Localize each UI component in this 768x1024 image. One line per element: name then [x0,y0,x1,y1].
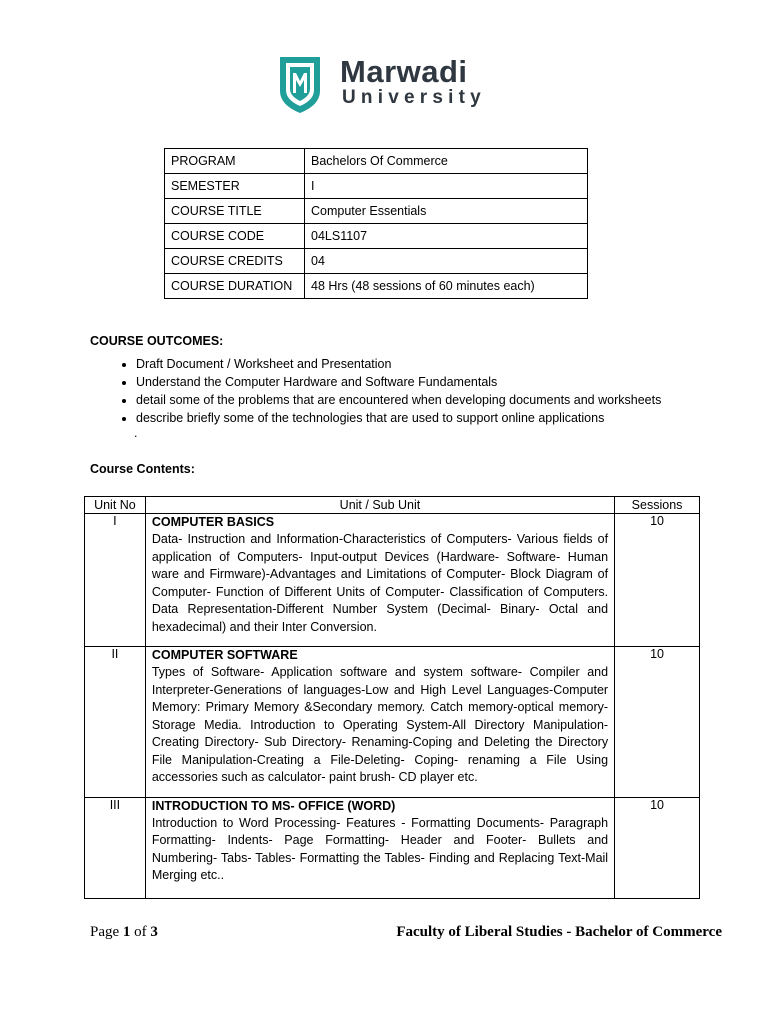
page-indicator [90,924,158,941]
info-key: COURSE DURATION [165,274,305,299]
page-label: Page [90,924,120,940]
info-value: Computer Essentials [305,199,588,224]
header-unit-no: Unit No [85,497,146,514]
unit-body [145,514,614,647]
table-row [85,647,700,798]
page-of-label: of [134,924,147,940]
unit-title: COMPUTER SOFTWARE [151,648,298,662]
info-row [165,224,588,249]
unit-sessions: 10 [615,514,700,647]
header-sessions: Sessions [615,497,700,514]
info-row [165,274,588,299]
unit-title: INTRODUCTION TO MS- OFFICE (WORD) [151,798,396,813]
info-key: COURSE CODE [165,224,305,249]
unit-body [145,797,614,898]
unit-sessions: 10 [615,647,700,798]
info-key: SEMESTER [165,174,305,199]
shield-emblem-icon [276,53,324,115]
header-unit: Unit / Sub Unit [145,497,614,514]
unit-title: COMPUTER BASICS [151,515,275,529]
info-value: I [305,174,588,199]
outcomes-heading: COURSE OUTCOMES: [90,334,224,348]
logo-name: Marwadi [340,54,468,89]
info-key: PROGRAM [165,149,305,174]
course-contents-table [84,496,700,899]
outcome-item: • Draft Document / Worksheet and Presentation [136,355,736,373]
contents-heading: Course Contents: [90,462,195,476]
table-row [85,514,700,647]
unit-number: III [85,797,146,898]
unit-description: Types of Software- Application software and system software- Compiler and Interpreter-Generations of languages-Low and High Level Languages-Computer Memory: Primary Memory &Secondary memory. Catch memory-optical memory-Storage Media. Introduction to Operating System-All Directory Manipulation-Creating Directory- Sub Directory- Renaming-Coping and Deleting the Directory File Manipulation-Creating a File-Deleting- Coping- renaming a File Using accessories such as calculator- paint brush- CD player etc. [151,665,609,784]
outcomes-trailing-dot: . [134,426,138,440]
logo-subtitle: University [342,87,486,108]
outcome-item: • describe briefly some of the technologies that are used to support online applications [136,409,736,427]
info-row [165,199,588,224]
unit-description: Data- Instruction and Information-Characteristics of Computers- Various fields of application of Computers- Input-output Devices (Hardware- Software- Human ware and Firmware)-Advantages and Limitations of Computer- Block Diagram of Computer- Function of Different Units of Computer- Classification of Computers. Data Representation-Different Number System (Decimal- Binary- Octal and hexadecimal) and their Inter Conversion. [151,532,609,634]
unit-number: I [85,514,146,647]
outcomes-list [114,355,736,427]
page-number: 1 [122,924,131,940]
course-info-table [164,148,588,299]
outcome-item: • Understand the Computer Hardware and Software Fundamentals [136,373,736,391]
unit-sessions: 10 [615,797,700,898]
info-value: 48 Hrs (48 sessions of 60 minutes each) [305,274,588,299]
unit-description: Introduction to Word Processing- Features - Formatting Documents- Paragraph Formatting- Indents- Page Formatting- Header and Footer- Bullets and Numbering- Tabs- Tables- Formatting the Tables- Finding and Replacing Text-Mail Merging etc.. [151,815,609,882]
page-total: 3 [150,924,158,940]
table-row [85,797,700,898]
outcome-item: • detail some of the problems that are encountered when developing documents and worksheets [136,391,736,409]
info-value: 04LS1107 [305,224,588,249]
info-value: Bachelors Of Commerce [305,149,588,174]
university-logo [276,53,506,117]
contents-header-row [85,497,700,514]
unit-body [145,647,614,798]
info-row [165,249,588,274]
info-key: COURSE TITLE [165,199,305,224]
info-value: 04 [305,249,588,274]
info-key: COURSE CREDITS [165,249,305,274]
info-row [165,174,588,199]
footer-faculty: Faculty of Liberal Studies - Bachelor of Commerce [396,924,722,940]
info-row [165,149,588,174]
unit-number: II [85,647,146,798]
